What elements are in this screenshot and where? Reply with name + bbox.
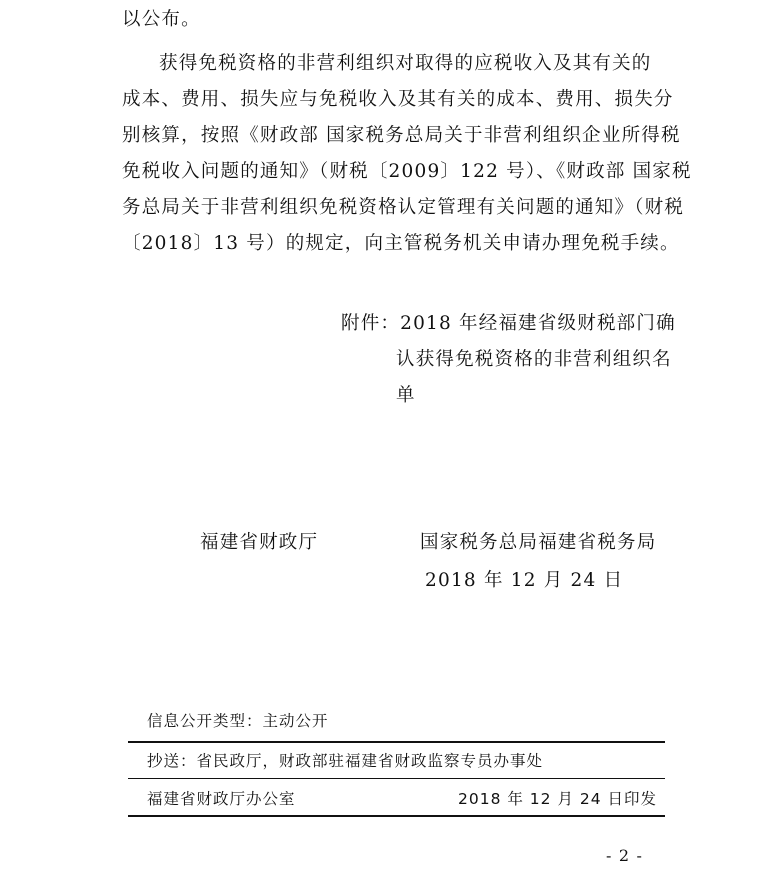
body-line: 获得免税资格的非营利组织对取得的应税收入及其有关的	[159, 53, 652, 74]
cc-line: 抄送：省民政厅，财政部驻福建省财政监察专员办事处	[147, 752, 544, 770]
page-number: - 2 -	[606, 846, 644, 865]
body-line: 〔2018〕13 号）的规定，向主管税务机关申请办理免税手续。	[122, 233, 680, 254]
attachment-line-3: 单	[396, 385, 416, 406]
signature-date: 2018 年 12 月 24 日	[425, 570, 624, 591]
body-line: 免税收入问题的通知》（财税〔2009〕122 号）、《财政部 国家税	[122, 161, 692, 182]
issue-date: 2018 年 12 月 24 日印发	[458, 790, 658, 808]
body-line: 务总局关于非营利组织免税资格认定管理有关问题的通知》（财税	[122, 197, 685, 218]
attachment-line-2: 认获得免税资格的非营利组织名	[396, 349, 672, 370]
attachment-line-1: 附件：2018 年经福建省级财税部门确	[341, 313, 676, 334]
body-line: 以公布。	[122, 9, 201, 30]
signatory-left: 福建省财政厅	[200, 532, 319, 553]
signatory-right: 国家税务总局福建省税务局	[420, 532, 657, 553]
footer-rule-bottom	[128, 815, 665, 817]
body-line: 成本、费用、损失应与免税收入及其有关的成本、费用、损失分	[122, 89, 674, 110]
footer-rule-top	[128, 741, 665, 743]
issuing-office: 福建省财政厅办公室	[147, 790, 296, 808]
body-line: 别核算，按照《财政部 国家税务总局关于非营利组织企业所得税	[122, 125, 681, 146]
footer-rule-middle	[128, 778, 665, 779]
disclosure-type: 信息公开类型：主动公开	[147, 712, 329, 730]
